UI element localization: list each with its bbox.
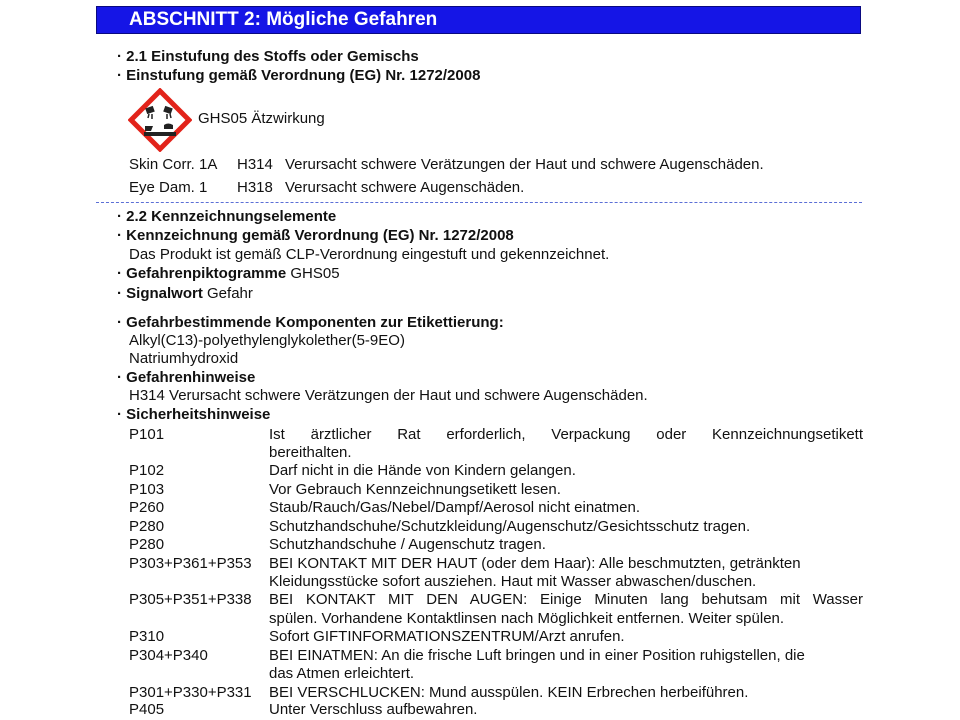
section-2-2-subtitle: · Kennzeichnung gemäß Verordnung (EG) Nr. 1272/2008: [117, 227, 514, 244]
p-text: Staub/Rauch/Gas/Nebel/Dampf/Aerosol nicht einatmen.: [269, 499, 641, 516]
p-code: P102: [129, 462, 165, 479]
class-eye-dam-h: [237, 179, 273, 197]
p-code: P303+P361+P353: [129, 555, 252, 572]
pictogram-row-label: · Gefahrenpiktogramme: [117, 265, 287, 282]
p-text: Sofort GIFTINFORMATIONSZENTRUM/Arzt anrufen.: [269, 628, 625, 645]
class-eye-dam: [129, 179, 207, 197]
h-code: H318: [237, 179, 273, 196]
p-code: P305+P351+P338: [129, 591, 252, 608]
class-eye-dam-text: Verursacht schwere Augenschäden.: [285, 179, 525, 196]
p-text: BEI VERSCHLUCKEN: Mund ausspülen. KEIN Erbrechen herbeiführen.: [269, 684, 749, 701]
class-name: Eye Dam. 1: [129, 179, 208, 196]
p-code: P103: [129, 481, 165, 498]
ghs05-corrosion-icon: [128, 88, 192, 152]
hazard-statements-label: · Gefahrenhinweise: [117, 369, 256, 386]
p-text: spülen. Vorhandene Kontaktlinsen nach Möglichkeit entfernen. Weiter spülen.: [269, 610, 785, 627]
section-2-1-subtitle: · Einstufung gemäß Verordnung (EG) Nr. 1272/2008: [117, 67, 481, 84]
p-text: Kleidungsstücke sofort ausziehen. Haut mit Wasser abwaschen/duschen.: [269, 573, 757, 590]
precautionary-statements-label: · Sicherheitshinweise: [117, 406, 271, 423]
p-code: P101: [129, 426, 165, 443]
p-code: P304+P340: [129, 647, 208, 664]
section-2-2-title: · 2.2 Kennzeichnungselemente: [117, 208, 337, 225]
p-text: Unter Verschluss aufbewahren.: [269, 701, 478, 718]
p-text: Vor Gebrauch Kennzeichnungsetikett lesen.: [269, 481, 561, 498]
p-text: BEI KONTAKT MIT DEN AUGEN: Einige Minuten lang behutsam mit Wasser: [269, 591, 863, 608]
hazard-statement: H314 Verursacht schwere Verätzungen der Haut und schwere Augenschäden.: [129, 387, 648, 404]
p-code: P301+P330+P331: [129, 684, 252, 701]
pictogram-row-value: GHS05: [290, 265, 340, 282]
section-2-1-title: · 2.1 Einstufung des Stoffs oder Gemischs: [117, 48, 419, 65]
p-text: das Atmen erleichtert.: [269, 665, 415, 682]
p-text: Ist ärztlicher Rat erforderlich, Verpackung oder Kennzeichnungsetikett: [269, 426, 863, 443]
p-code: P280: [129, 536, 165, 553]
pictogram-label: GHS05 Ätzwirkung: [198, 110, 325, 127]
p-text: Darf nicht in die Hände von Kindern gelangen.: [269, 462, 576, 479]
signal-word-row: [117, 285, 253, 303]
component-item: Natriumhydroxid: [129, 350, 239, 367]
p-code: P310: [129, 628, 165, 645]
class-skin-corr-text: Verursacht schwere Verätzungen der Haut und schwere Augenschäden.: [285, 156, 764, 173]
p-code: P260: [129, 499, 165, 516]
p-text: BEI EINATMEN: An die frische Luft bringen und in einer Position ruhigstellen, die: [269, 647, 805, 664]
signal-word-value: Gefahr: [207, 285, 253, 302]
section-divider: [96, 202, 862, 203]
p-text: BEI KONTAKT MIT DER HAUT (oder dem Haar): Alle beschmutzten, getränkten: [269, 555, 801, 572]
signal-word-label: · Signalwort: [117, 285, 203, 302]
clp-text: Das Produkt ist gemäß CLP-Verordnung eingestuft und gekennzeichnet.: [129, 246, 610, 263]
section-header: [96, 6, 861, 34]
p-text: bereithalten.: [269, 444, 352, 461]
pictogram-row: [117, 265, 340, 283]
class-name: Skin Corr. 1A: [129, 156, 218, 173]
class-skin-corr-h: [237, 156, 273, 174]
component-item: Alkyl(C13)-polyethylenglykolether(5-9EO): [129, 332, 405, 349]
section-title: ABSCHNITT 2: Mögliche Gefahren: [129, 9, 438, 30]
h-code: H314: [237, 156, 273, 173]
class-skin-corr: [129, 156, 217, 174]
p-code: P405: [129, 701, 165, 718]
p-code: P280: [129, 518, 165, 535]
components-label: · Gefahrbestimmende Komponenten zur Etikettierung:: [117, 314, 504, 331]
p-text: Schutzhandschuhe / Augenschutz tragen.: [269, 536, 546, 553]
p-text: Schutzhandschuhe/Schutzkleidung/Augenschutz/Gesichtsschutz tragen.: [269, 518, 751, 535]
